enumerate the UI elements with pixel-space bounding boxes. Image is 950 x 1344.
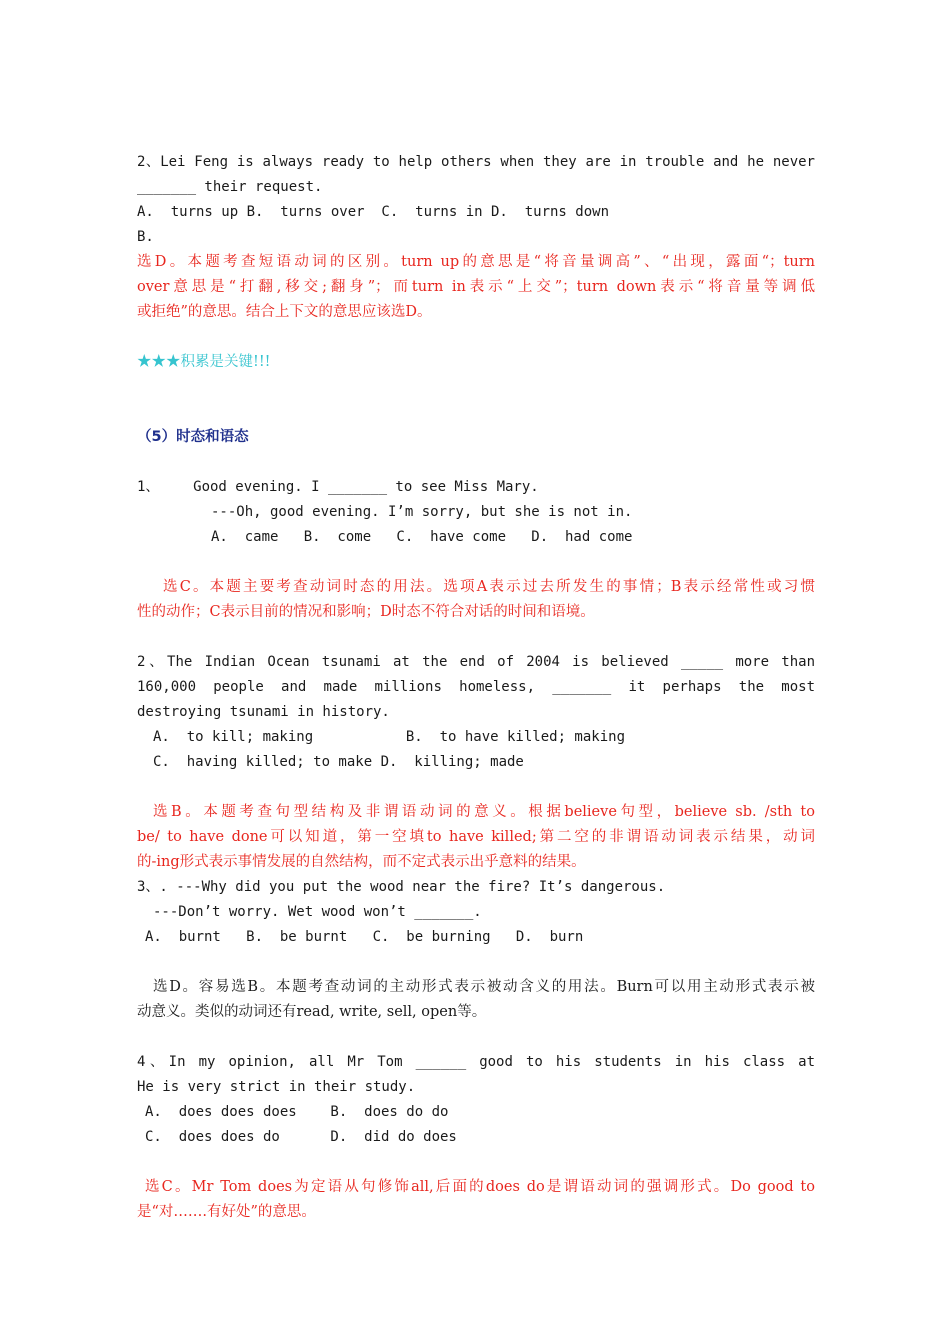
t4-stem-line1: 4、In my opinion, all Mr Tom ______ good to his students in his class at [137, 1054, 815, 1070]
section-title: （5）时态和语态 [137, 429, 249, 445]
t2-stem-line2: 160,000 people and made millions homeless, _______ it perhaps the most [137, 679, 815, 695]
t2-explanation-line2: be/ to have done可以知道，第一空填to have killed;第二空的非谓语动词表示结果，动词 [137, 829, 815, 845]
t2-options-ab: A. to kill; making B. to have killed; making [153, 729, 626, 745]
tip-text: ★★★积累是关键!!! [137, 354, 271, 370]
t3-stem-line2: ---Don’t worry. Wet wood won’t _______. [153, 904, 482, 920]
t4-options-cd: C. does does do D. did do does [145, 1129, 457, 1145]
t2-explanation-line1: 选B。本题考查句型结构及非谓语动词的意义。根据believe句型，believe sb. /sth to [153, 804, 815, 820]
q2-vocab-answer: B. [137, 229, 154, 245]
t4-explanation-line1: 选C。Mr Tom does为定语从句修饰all,后面的does do是谓语动词的强调形式。Do good to [145, 1179, 815, 1195]
t1-explanation-line1: 选C。本题主要考查动词时态的用法。选项A表示过去所发生的事情；B表示经常性或习惯 [163, 579, 815, 595]
t4-explanation-line2: 是“对…….有好处”的意思。 [137, 1204, 316, 1220]
t1-explanation-line2: 性的动作；C表示目前的情况和影响；D时态不符合对话的时间和语境。 [137, 604, 595, 620]
t2-options-cd: C. having killed; to make D. killing; made [153, 754, 524, 770]
t1-stem-line1: 1、 Good evening. I _______ to see Miss Mary. [137, 479, 539, 495]
t2-explanation-line3: 的-ing形式表示事情发展的自然结构，而不定式表示出乎意料的结果。 [137, 854, 586, 870]
t3-explanation-line2: 动意义。类似的动词还有read, write, sell, open等。 [137, 1004, 487, 1020]
q2-vocab-stem-line2: _______ their request. [137, 179, 323, 195]
q2-vocab-explanation-line2: over意思是“打翻,移交;翻身”；而turn in表示“上交”；turn down表示“将音量等调低 [137, 279, 815, 295]
q2-vocab-explanation-line1: 选D。本题考查短语动词的区别。turn up的意思是“将音量调高”、“出现，露面“；turn [137, 254, 815, 270]
t2-stem-line1: 2、The Indian Ocean tsunami at the end of 2004 is believed _____ more than [137, 654, 815, 670]
t1-stem-line2: ---Oh, good evening. I’m sorry, but she is not in. [211, 504, 633, 520]
t4-options-ab: A. does does does B. does do do [145, 1104, 449, 1120]
q2-vocab-stem-line1: 2、Lei Feng is always ready to help others when they are in trouble and he never [137, 154, 815, 170]
t2-stem-line3: destroying tsunami in history. [137, 704, 390, 720]
t3-options: A. burnt B. be burnt C. be burning D. burn [145, 929, 584, 945]
t3-stem-line1: 3、. ---Why did you put the wood near the fire? It’s dangerous. [137, 879, 666, 895]
t4-stem-line2: He is very strict in their study. [137, 1079, 416, 1095]
q2-vocab-explanation-line3: 或拒绝”的意思。结合上下文的意思应该选D。 [137, 304, 432, 320]
q2-vocab-options: A. turns up B. turns over C. turns in D. turns down [137, 204, 610, 220]
t1-options: A. came B. come C. have come D. had come [211, 529, 633, 545]
t3-explanation-line1: 选D。容易选B。本题考查动词的主动形式表示被动含义的用法。Burn可以用主动形式表示被 [153, 979, 815, 995]
document-page [137, 150, 815, 1225]
